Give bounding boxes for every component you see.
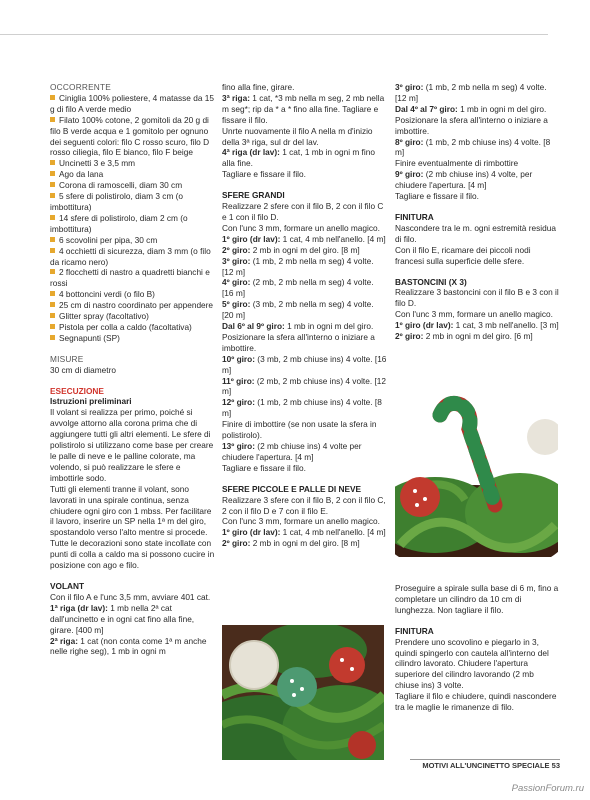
glue-instructions: Tutte le decorazioni sono state incollate con punti di colla a caldo ma si possono cucire in posizione con ago e filo. bbox=[50, 538, 215, 571]
bullet-square-icon bbox=[50, 171, 55, 176]
bullet-square-icon bbox=[50, 302, 55, 307]
finitura-text: Nascondere tra le m. ogni estremità residua di filo. bbox=[395, 222, 556, 244]
sfere-piccole-heading: SFERE PICCOLE E PALLE DI NEVE bbox=[222, 483, 362, 494]
position-sphere-text: Posizionare la sfera all'interno o iniziare a imbottire. bbox=[222, 331, 375, 353]
round-10: 10º giro: (3 mb, 2 mb chiuse ins) 4 volte. [16 m] bbox=[222, 353, 387, 375]
magic-ring-text: Con l'unc 3 mm, formare un anello magico. bbox=[222, 222, 380, 233]
volant-row-1: 1ª riga (dr lav): 1 mb nella 2ª cat dall'uncinetto e in ogni cat fino alla fine, girare. [400 m] bbox=[50, 602, 195, 635]
round-5: 5º giro: (3 mb, 2 mb nella m seg) 4 volte. [20 m] bbox=[222, 299, 374, 321]
list-item: Ago da lana bbox=[50, 169, 215, 180]
proseguire-text: Proseguire a spirale sulla base di 6 m, fino a completare un cilindro da 10 cm di lunghezza. Non tagliare il filo. bbox=[395, 583, 559, 615]
cut-yarn-text: Tagliare e fissare il filo. bbox=[222, 169, 306, 180]
list-item: 6 scovolini per pipa, 30 cm bbox=[50, 235, 215, 246]
list-item: Filato 100% cotone, 2 gomitoli da 20 g di filo B verde acqua e 1 gomitolo per ognuno dei seguenti colori: filo C rosso scuro, filo D rosso ciliegia, filo E bianco, filo F beige bbox=[50, 114, 210, 158]
cut-yarn-text: Tagliare e fissare il filo. bbox=[222, 462, 306, 473]
watermark: PassionForum.ru bbox=[511, 783, 584, 794]
small-round-9: 9º giro: (2 mb chiuse ins) 4 volte, per chiudere l'apertura. [4 m] bbox=[395, 169, 533, 191]
finish-stuffing-text: Finire di imbottire (se non usate la sfera in polistirolo). bbox=[222, 419, 377, 441]
magazine-name: MOTIVI ALL'UNCINETTO SPECIALE bbox=[422, 761, 550, 770]
round-13: 13º giro: (2 mb chiuse ins) 4 volte per chiudere l'apertura. [4 m] bbox=[222, 441, 362, 462]
bullet-square-icon bbox=[50, 193, 55, 198]
finitura-text: Prendere uno scovolino e piegarlo in 3, quindi spingerlo con cautela all'interno del cilindro lavorato. Chiudere l'apertura superiore del cilindro lavorando (2 mb chiuse ins) 3 volte. bbox=[395, 636, 549, 691]
materials-list bbox=[50, 93, 215, 344]
bullet-square-icon bbox=[50, 95, 55, 100]
misure-text: 30 cm di diametro bbox=[50, 364, 116, 375]
finish-stuffing-text: Finire eventualmente di rimbottire bbox=[395, 158, 519, 169]
small-rounds-4-7: Dal 4º al 7º giro: 1 mb in ogni m del giro. bbox=[395, 103, 547, 114]
istruzioni-text: Il volant si realizza per primo, poiché si avvolge attorno alla corona prima che di aggiungere tutti gli altri elementi. Le sfere di polistirolo si utilizzano come base per creare le palle di neve e le palline colorate, ma volendo, si può realizzare le sfere e imbottirle sodo. bbox=[50, 407, 214, 483]
sfere-grandi-heading: SFERE GRANDI bbox=[222, 190, 285, 201]
sfere-piccole-intro: Realizzare 3 sfere con il filo B, 2 con il filo C, 2 con il filo D e 7 con il filo E. bbox=[222, 494, 386, 516]
occorrente-heading: OCCORRENTE bbox=[50, 82, 112, 92]
finitura-text: Con il filo E, ricamare dei piccoli nodi francesi sulla superficie delle sfere. bbox=[395, 244, 531, 266]
page-footer bbox=[395, 761, 560, 772]
bullet-square-icon bbox=[50, 248, 55, 253]
column-3-lower bbox=[395, 583, 560, 713]
magic-ring-text: Con l'unc 3 mm, formare un anello magico. bbox=[395, 309, 553, 320]
round-4: 4º giro: (2 mb, 2 mb nella m seg) 4 volte. [16 m] bbox=[222, 277, 374, 299]
finitura-heading: FINITURA bbox=[395, 625, 434, 636]
small-round-1: 1º giro (dr lav): 1 cat, 4 mb nell'anello. [4 m] bbox=[222, 527, 386, 538]
list-item: Corona di ramoscelli, diam 30 cm bbox=[50, 180, 215, 191]
column-1 bbox=[50, 82, 215, 657]
bullet-square-icon bbox=[50, 291, 55, 296]
list-item: Uncinetti 3 e 3,5 mm bbox=[50, 158, 215, 169]
wreath-balls-photo bbox=[222, 625, 384, 760]
list-item: Segnapunti (SP) bbox=[50, 333, 215, 344]
column-2 bbox=[222, 82, 387, 549]
bullet-square-icon bbox=[50, 237, 55, 242]
cane-round-1: 1º giro (dr lav): 1 cat, 3 mb nell'anello. [3 m] bbox=[395, 320, 559, 331]
bastoncini-intro: Realizzare 3 bastoncini con il filo B e 3 con il filo D. bbox=[395, 287, 559, 309]
rounds-6-9: Dal 6º al 9º giro: 1 mb in ogni m del giro. bbox=[222, 321, 374, 332]
round-3: 3º giro: (1 mb, 2 mb nella m seg) 4 volte. [12 m] bbox=[222, 255, 374, 277]
volant-row-2-cont: fino alla fine, girare. bbox=[222, 82, 295, 92]
top-rule bbox=[0, 34, 548, 35]
round-1: 1º giro (dr lav): 1 cat, 4 mb nell'anello. [4 m] bbox=[222, 233, 386, 244]
volant-row-2: 2ª riga: 1 cat (non conta come 1ª m anche nelle righe seg), 1 mb in ogni m bbox=[50, 635, 207, 657]
small-round-8: 8º giro: (1 mb, 2 mb chiuse ins) 4 volte. [8 m] bbox=[395, 136, 551, 158]
page-number: 53 bbox=[551, 761, 560, 770]
spiral-instructions: Tutti gli elementi tranne il volant, sono lavorati in una spirale continua, senza chiudere ogni giro con 1 mbss. Per facilitare il lavoro, inserire un SP nella 1ª m del giro, spostandolo verso l'alto mentre si procede. bbox=[50, 483, 212, 538]
column-3 bbox=[395, 82, 560, 342]
bullet-square-icon bbox=[50, 182, 55, 187]
position-sphere-text: Posizionare la sfera all'interno o iniziare a imbottire. bbox=[395, 114, 548, 136]
volant-row-4: 4ª riga (dr lav): 1 cat, 1 mb in ogni m fino alla fine. bbox=[222, 147, 375, 169]
list-item: 5 sfere di polistirolo, diam 3 cm (o imbottitura) bbox=[50, 191, 184, 212]
esecuzione-heading: ESECUZIONE bbox=[50, 385, 104, 396]
list-item: Glitter spray (facoltativo) bbox=[50, 311, 215, 322]
list-item: 2 flocchetti di nastro a quadretti bianchi e rossi bbox=[50, 267, 210, 289]
volant-intro: Con il filo A e l'unc 3,5 mm, avviare 401 cat. bbox=[50, 591, 211, 602]
bullet-square-icon bbox=[50, 215, 55, 220]
bastoncini-heading: BASTONCINI (X 3) bbox=[395, 276, 467, 287]
bullet-square-icon bbox=[50, 117, 55, 122]
bullet-square-icon bbox=[50, 324, 55, 329]
istruzioni-heading: Istruzioni preliminari bbox=[50, 396, 132, 407]
round-12: 12º giro: (1 mb, 2 mb chiuse ins) 4 volte. [8 m] bbox=[222, 397, 382, 419]
volant-row-3: 3ª riga: 1 cat, *3 mb nella m seg, 2 mb nella m seg*; rip da * a * fino alla fine. Tagliare e fissare il filo. bbox=[222, 92, 385, 125]
list-item: Pistola per colla a caldo (facoltativa) bbox=[50, 322, 215, 333]
round-2: 2º giro: 2 mb in ogni m del giro. [8 m] bbox=[222, 244, 360, 255]
misure-heading: MISURE bbox=[50, 353, 84, 364]
candy-cane-photo bbox=[395, 395, 558, 557]
list-item: 25 cm di nastro coordinato per appendere bbox=[50, 300, 215, 311]
list-item: 14 sfere di polistirolo, diam 2 cm (o imbottitura) bbox=[50, 212, 188, 234]
cut-yarn-text: Tagliare e fissare il filo. bbox=[395, 191, 479, 202]
small-round-3: 3º giro: (1 mb, 2 mb nella m seg) 4 volte. [12 m] bbox=[395, 82, 547, 103]
volant-heading: VOLANT bbox=[50, 580, 85, 591]
small-round-2: 2º giro: 2 mb in ogni m del giro. [8 m] bbox=[222, 538, 360, 549]
finitura-text: Tagliare il filo e chiudere, quindi nascondere tra le maglie le rimanenze di filo. bbox=[395, 691, 557, 713]
sfere-grandi-intro: Realizzare 2 sfere con il filo B, 2 con il filo C e 1 con il filo D. bbox=[222, 201, 384, 222]
bullet-square-icon bbox=[50, 313, 55, 318]
rejoin-yarn-text: Unrte nuovamente il filo A nella m d'inizio della 3ª riga, sul dr del lav. bbox=[222, 125, 373, 147]
finitura-heading: FINITURA bbox=[395, 211, 434, 222]
cane-round-2: 2º giro: 2 mb in ogni m del giro. [6 m] bbox=[395, 331, 533, 342]
bullet-square-icon bbox=[50, 160, 55, 165]
magic-ring-text: Con l'unc 3 mm, formare un anello magico. bbox=[222, 516, 380, 527]
footer-rule bbox=[410, 759, 560, 760]
list-item: 4 occhietti di sicurezza, diam 3 mm (o filo da ricamo nero) bbox=[50, 245, 211, 267]
list-item: Ciniglia 100% poliestere, 4 matasse da 15 g di filo A verde medio bbox=[50, 92, 214, 114]
bullet-square-icon bbox=[50, 269, 55, 274]
round-11: 11º giro: (2 mb, 2 mb chiuse ins) 4 volte. [12 m] bbox=[222, 375, 386, 397]
list-item: 4 bottoncini verdi (o filo B) bbox=[50, 289, 215, 300]
bullet-square-icon bbox=[50, 335, 55, 340]
